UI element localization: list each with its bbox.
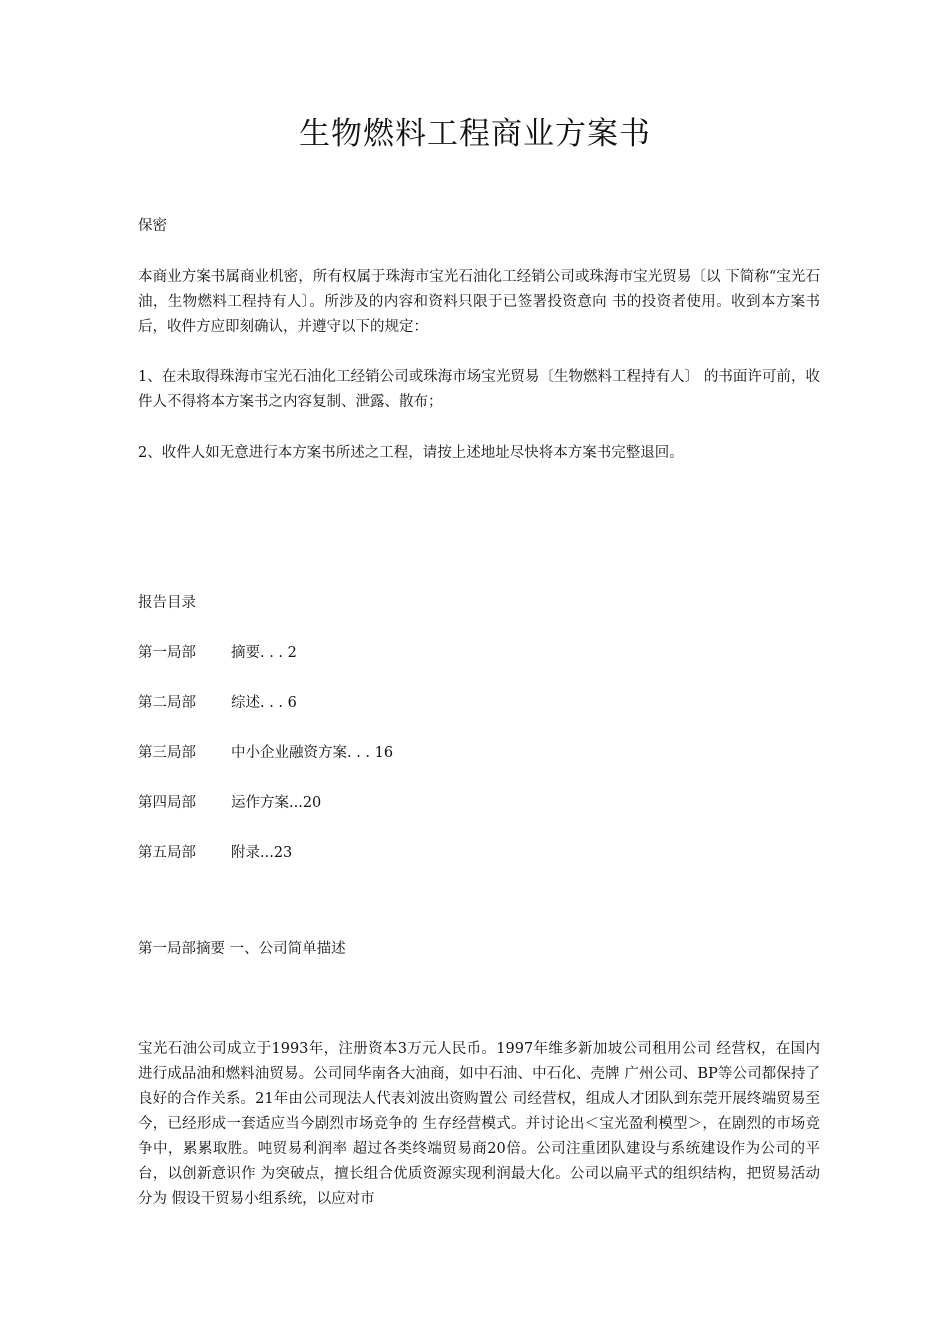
toc-entry: 中小企业融资方案. . . 16 xyxy=(231,745,394,761)
toc-part-label: 第五局部 xyxy=(138,845,196,861)
toc-entry: 运作方案...20 xyxy=(231,795,322,811)
toc-entry: 摘要. . . 2 xyxy=(231,645,297,661)
intro-paragraph: 本商业方案书属商业机密，所有权属于珠海市宝光石油化工经销公司或珠海市宝光贸易〔以 下简称“宝光石油，生物燃料工程持有人〕。所涉及的内容和资料只限于已签署投资意向 书的投资者使用。收到本方案书后，收件方应即刻确认，并遵守以下的规定： xyxy=(138,269,820,335)
toc-entry: 综述. . . 6 xyxy=(231,695,297,711)
toc-part-label: 第四局部 xyxy=(138,795,196,811)
rule-2-paragraph: 2、收件人如无意进行本方案书所述之工程，请按上述地址尽快将本方案书完整退回。 xyxy=(138,445,684,461)
document-title: 生物燃料工程商业方案书 xyxy=(299,116,651,152)
toc-entry: 附录...23 xyxy=(231,845,293,861)
toc-part-label: 第二局部 xyxy=(138,695,196,711)
confidential-label: 保密 xyxy=(138,218,167,234)
toc-heading: 报告目录 xyxy=(138,595,196,611)
toc-part-label: 第一局部 xyxy=(138,645,196,661)
company-description-paragraph: 宝光石油公司成立于1993年，注册资本3万元人民币。1997年维多新加坡公司租用公司 经营权，在国内进行成品油和燃料油贸易。公司同华南各大油商，如中石油、中石化、壳牌 广州公司、BP等公司都保持了良好的合作关系。21年由公司现法人代表刘波出资购置公 司经营权，组成人才团队到东莞开展终端贸易至今，已经形成一套适应当今剧烈市场竞争的 生存经营模式。并讨论出＜宝光盈利模型＞，在剧烈的市场竞争中，累累取胜。吨贸易利润率 超过各类终端贸易商20倍。公司注重团队建设与系统建设作为公司的平台，以创新意识作 为突破点，擅长组合优质资源实现利润最大化。公司以扁平式的组织结构，把贸易活动分为 假设干贸易小组系统，以应对市 xyxy=(138,1041,820,1207)
rule-1-paragraph: 1、在未取得珠海市宝光石油化工经销公司或珠海市场宝光贸易〔生物燃料工程持有人〕 的书面许可前，收件人不得将本方案书之内容复制、泄露、散布； xyxy=(138,369,820,410)
section-heading: 第一局部摘要 一、公司简单描述 xyxy=(138,941,346,957)
toc-part-label: 第三局部 xyxy=(138,745,196,761)
